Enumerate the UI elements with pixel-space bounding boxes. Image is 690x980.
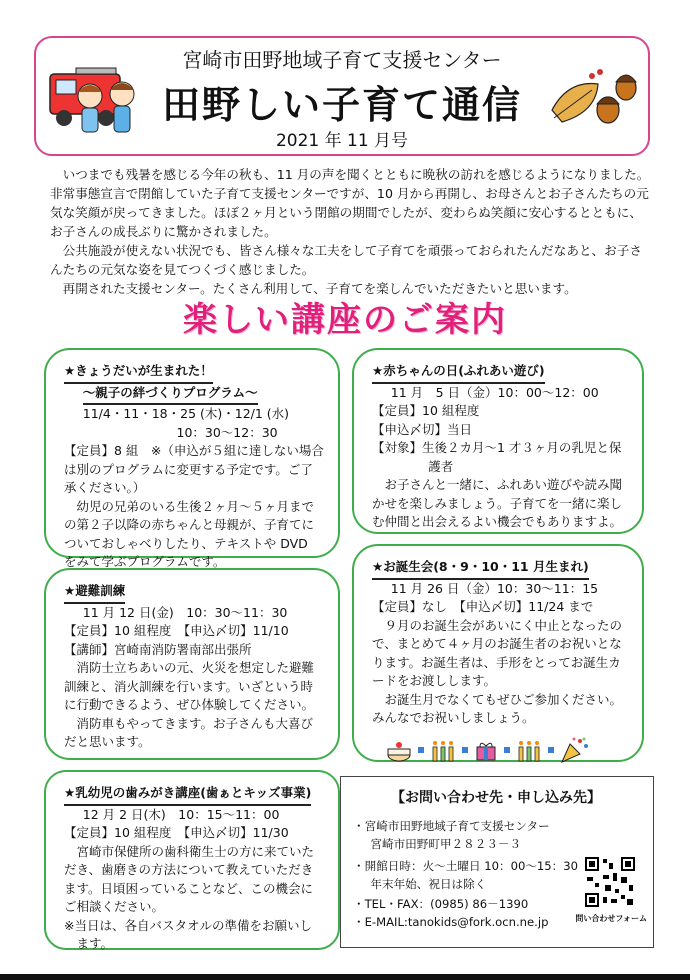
event-description: お子さんと一緒に、ふれあい遊びや読み聞かせを楽しみましょう。子育てを一緒に楽しむ仲間と出会えるよい機会でもありますよ。 xyxy=(372,477,623,529)
event-datetime: 11 月 12 日(金) 10：30～11：30 xyxy=(82,604,288,620)
candles-icon xyxy=(430,737,456,763)
contact-center-name: ・宮崎市田野地域子育て支援センター xyxy=(353,819,550,833)
event-subtitle: ～親子の絆づくりプログラム～ xyxy=(83,384,258,406)
intro-paragraph: 公共施設が使えない状況でも、皆さん様々な工夫をして子育てを頑張っておられたんだなあと、お子さんたちの元気な姿を見てつくづく感じました。 xyxy=(50,243,642,277)
event-description: 幼児の兄弟のいる生後２ヶ月～５ヶ月までの第２子以降の赤ちゃんと母親が、子育てについておしゃべりしたり、テキストや DVD をみて学ぶプログラムです。 xyxy=(64,498,315,569)
event-capacity: 【定員】8 組 ※（申込が５組に達しない場合は別のプログラムに変更する予定です。ご了承ください。） xyxy=(64,443,324,495)
event-baby-day xyxy=(352,348,644,534)
contact-email[interactable]: ・E-MAIL:tanokids@fork.ocn.ne.jp xyxy=(353,915,549,929)
event-capacity: 【定員】なし 【申込〆切】11/24 まで xyxy=(372,599,594,614)
center-name: 宮崎市田野地域子育て支援センター xyxy=(182,48,502,72)
qr-code-icon[interactable] xyxy=(585,857,635,907)
contact-title: 【お問い合わせ先・申し込み先】 xyxy=(391,790,601,806)
event-title: ★お誕生会(8・9・10・11 月生まれ) xyxy=(372,558,589,580)
cake-icon xyxy=(386,737,412,763)
gift-icon xyxy=(474,738,498,762)
event-capacity: 【定員】10 組程度 【申込〆切】11/30 xyxy=(64,825,289,840)
separator-dot xyxy=(504,747,510,753)
event-description: 消防士立ちあいの元、火災を想定した避難訓練と、消火訓練を行います。いざという時に行動できるよう、ぜひ体験してください。 xyxy=(64,660,315,712)
candles-icon xyxy=(516,737,542,763)
event-title: ★乳幼児の歯みがき講座(歯ぁとキッズ事業) xyxy=(64,784,311,806)
event-time: 10：30～12：30 xyxy=(176,424,278,440)
event-birthday-party xyxy=(352,544,644,762)
event-datetime: 12 月 2 日(木) 10：15～11：00 xyxy=(82,806,280,822)
event-description: ９月のお誕生会があいにく中止となったので、まとめて４ヶ月のお誕生者のお祝いとなります。お誕生者は、手形をとってお誕生カードをお渡しします。 xyxy=(372,617,623,688)
event-datetime: 11 月 5 日（金）10：00～12：00 xyxy=(390,384,599,400)
birthday-icons-row xyxy=(372,736,628,764)
event-lecturer: 【講師】宮崎南消防署南部出張所 xyxy=(64,641,252,657)
event-evacuation-drill xyxy=(44,568,340,760)
party-popper-icon xyxy=(560,736,590,764)
event-title: ★避難訓練 xyxy=(64,582,125,604)
event-capacity: 【定員】10 組程度 xyxy=(372,403,480,418)
separator-dot xyxy=(548,747,554,753)
event-deadline: 【申込〆切】当日 xyxy=(372,421,473,437)
issue-date: 2021 年 11 月号 xyxy=(275,131,409,151)
newsletter-title: 田野しい子育て通信 xyxy=(161,83,522,127)
event-sibling-program xyxy=(44,348,340,569)
event-description: お誕生月でなくてもぜひご参加ください。みんなでお祝いしましょう。 xyxy=(372,691,623,725)
bottom-border xyxy=(0,974,690,980)
separator-dot xyxy=(462,747,468,753)
contact-info xyxy=(340,776,654,948)
event-title: ★きょうだいが生まれた！ xyxy=(64,362,213,384)
event-description: 宮崎市保健所の歯科衛生士の方に来ていただき、歯磨きの方法について教えていただきます。日頃困っていることなど、この機会にご相談ください。 xyxy=(64,843,315,914)
contact-hours: ・開館日時：火～土曜日 10：00～15：30 xyxy=(353,859,579,873)
event-note: ※当日は、各自バスタオルの準備をお願いします。 xyxy=(64,917,312,951)
intro-paragraph: いつまでも残暑を感じる今年の秋も、11 月の声を聞くとともに晩秋の訪れを感じるようになりました。非常事態宣言で閉館していた子育て支援センターですが、10 月から再開し、お母さんとお子さんたちの元気な笑顔が戻ってきました。ほぼ２ヶ月という閉館の期間でしたが、変わらぬ笑顔に安心するとともに、お子さんの成長ぶりに驚かされました。 xyxy=(50,167,650,239)
event-description: 消防車もやってきます。お子さんも大喜びだと思います。 xyxy=(64,715,314,749)
intro-paragraph: 再開された支援センター。たくさん利用して、子育てを楽しんでいただきたいと思います。 xyxy=(62,281,577,296)
section-title: 楽しい講座のご案内 xyxy=(183,300,507,340)
event-capacity: 【定員】10 組程度 【申込〆切】11/10 xyxy=(64,623,289,638)
intro-text xyxy=(50,165,650,298)
event-title: ★赤ちゃんの日(ふれあい遊び) xyxy=(372,362,545,384)
contact-address: 宮崎市田野町甲２８２３－３ xyxy=(370,837,522,851)
qr-caption: 問い合わせフォーム xyxy=(575,914,647,923)
contact-closed-days: 年末年始、祝日は除く xyxy=(370,877,487,891)
event-dates: 11/4・11・18・25 (木)・12/1 (水) xyxy=(82,406,290,421)
event-toothbrushing-class xyxy=(44,770,340,950)
separator-dot xyxy=(418,747,424,753)
autumn-leaf-acorn-illustration xyxy=(548,60,640,136)
contact-tel-fax: ・TEL・FAX：(0985) 86－1390 xyxy=(353,897,529,911)
event-datetime: 11 月 26 日（金）10：30～11：15 xyxy=(390,580,599,596)
newsletter-header xyxy=(34,36,650,156)
event-target: 【対象】生後２カ月～1 才３ヶ月の乳児と保護者 xyxy=(372,440,622,474)
